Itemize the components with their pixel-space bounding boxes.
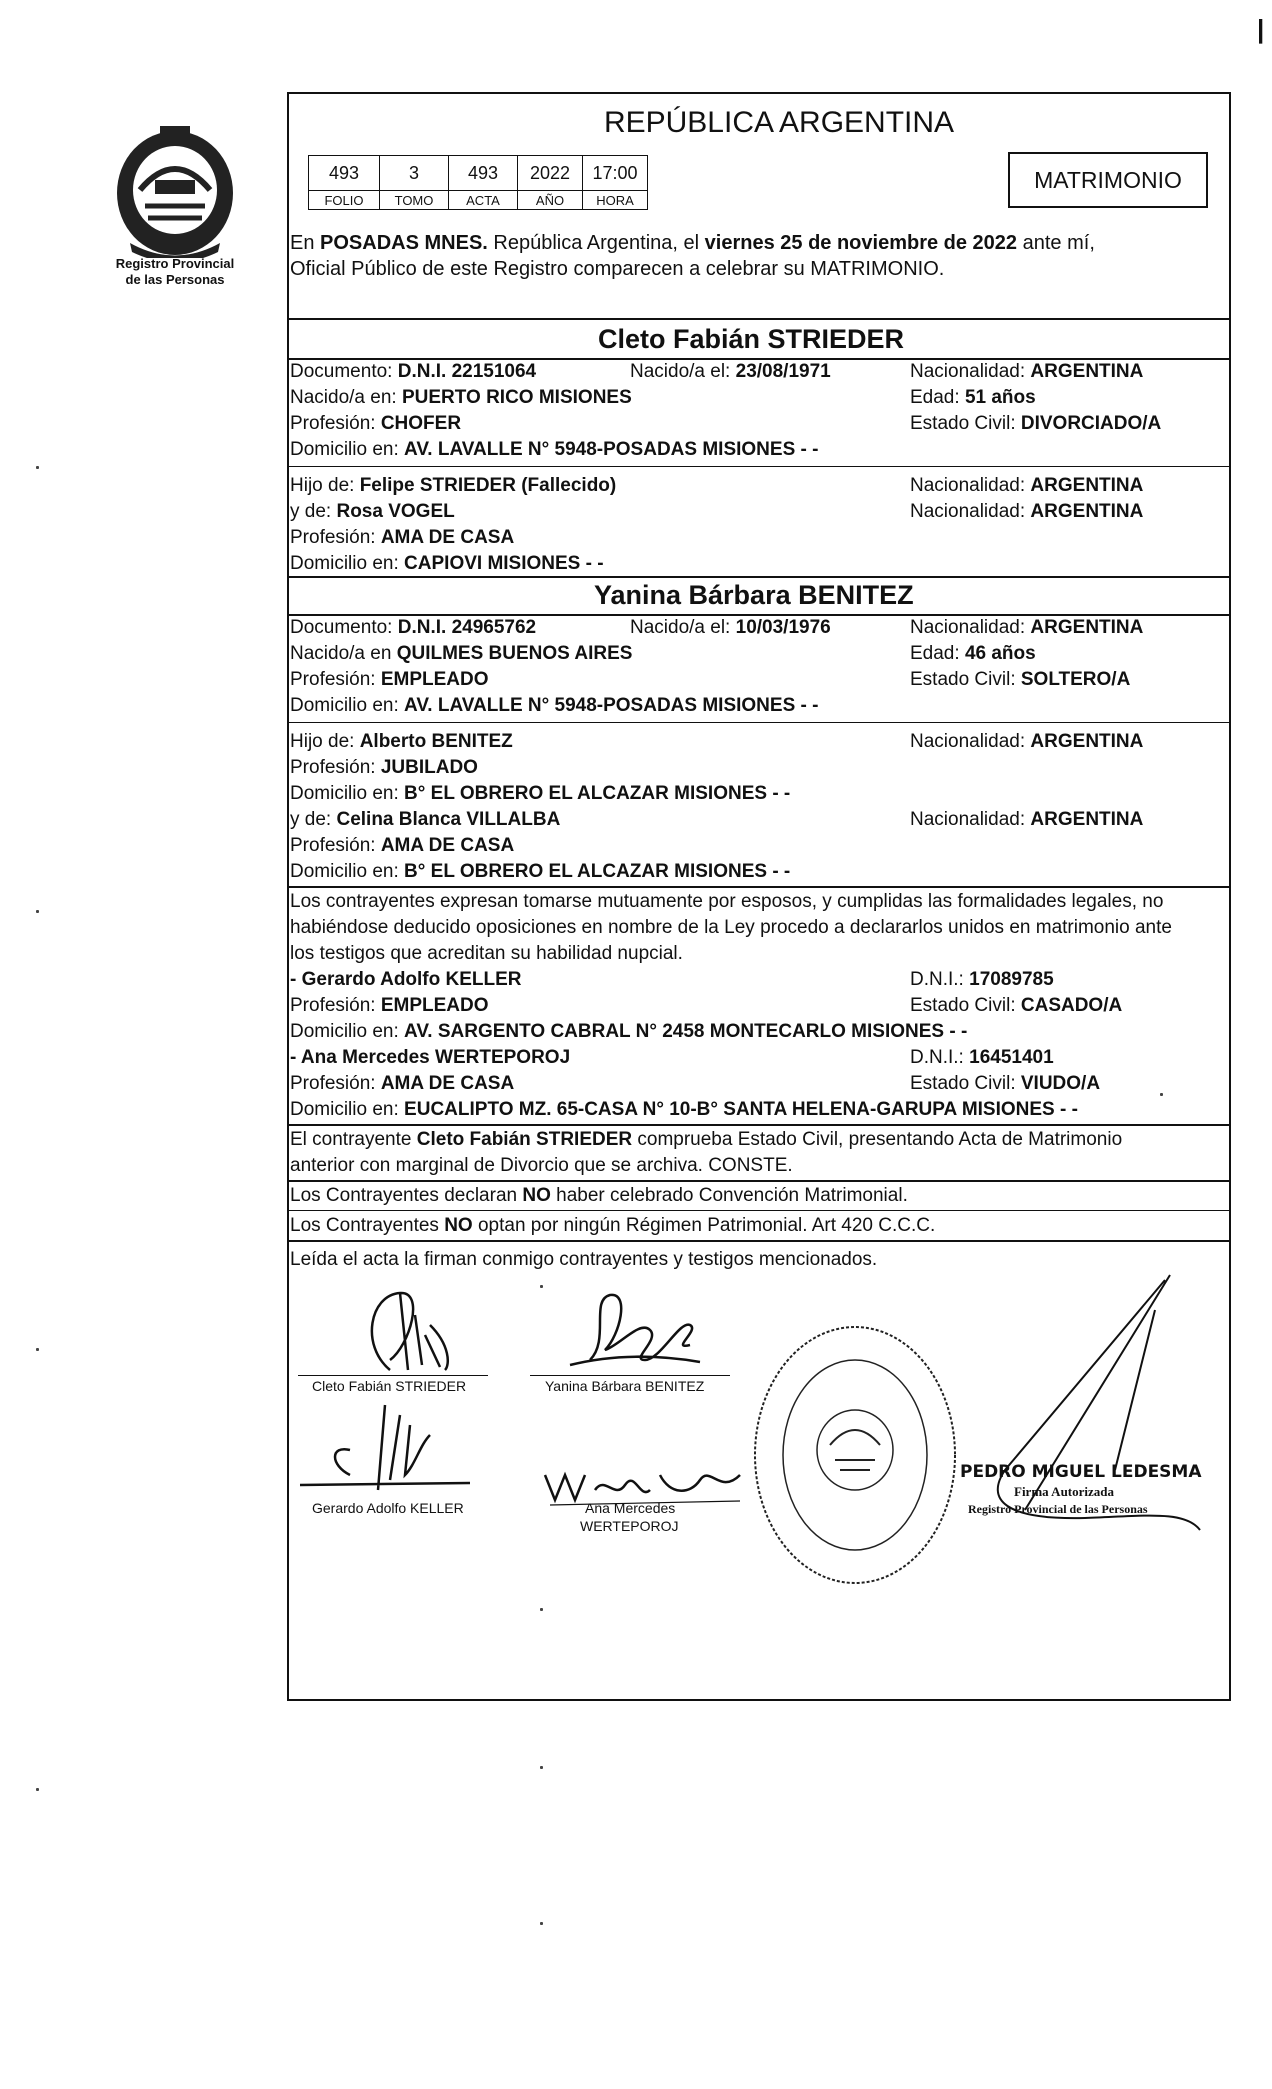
stamp-bottom-text bbox=[700, 1600, 701, 1601]
witness-2-dni: D.N.I.: 16451401 bbox=[910, 1047, 1054, 1068]
divider bbox=[287, 886, 1231, 888]
logo-caption-1: Registro Provincial bbox=[115, 256, 235, 271]
bride-signature bbox=[550, 1290, 720, 1380]
groom-nationality: Nacionalidad: ARGENTINA bbox=[910, 361, 1144, 382]
bride-civil-status: Estado Civil: SOLTERO/A bbox=[910, 669, 1131, 690]
declaration-line-3: los testigos que acreditan su habilidad nupcial. bbox=[290, 943, 683, 964]
divider bbox=[287, 576, 1231, 578]
tomo-value: 3 bbox=[380, 156, 449, 191]
year-label: AÑO bbox=[518, 191, 583, 210]
groom-age: Edad: 51 años bbox=[910, 387, 1036, 408]
registry-table bbox=[308, 155, 648, 210]
groom-name: Cleto Fabián STRIEDER bbox=[598, 324, 905, 354]
declaration-line-2: habiéndose deducido oposiciones en nombre de la Ley procedo a declararlos unidos en matrimonio ante bbox=[290, 917, 1172, 938]
bride-birthplace: Nacido/a en QUILMES BUENOS AIRES bbox=[290, 643, 633, 664]
divider bbox=[287, 1210, 1231, 1211]
groom-signature-label: Cleto Fabián STRIEDER bbox=[312, 1378, 467, 1394]
bride-mother-profession: Profesión: AMA DE CASA bbox=[290, 835, 515, 856]
signature-line bbox=[298, 1375, 488, 1376]
bride-father-nationality: Nacionalidad: ARGENTINA bbox=[910, 731, 1144, 752]
official-role: Firma Autorizada bbox=[1014, 1484, 1115, 1499]
witness-2-address: Domicilio en: EUCALIPTO MZ. 65-CASA N° 10-B° SANTA HELENA-GARUPA MISIONES - - bbox=[290, 1099, 1078, 1120]
bride-father-address: Domicilio en: B° EL OBRERO EL ALCAZAR MISIONES - - bbox=[290, 783, 791, 804]
scan-speck bbox=[36, 466, 39, 469]
groom-parents-address: Domicilio en: CAPIOVI MISIONES - - bbox=[290, 553, 604, 574]
folio-value: 493 bbox=[309, 156, 380, 191]
groom-civil-status: Estado Civil: DIVORCIADO/A bbox=[910, 413, 1162, 434]
bride-address: Domicilio en: AV. LAVALLE N° 5948-POSADAS MISIONES - - bbox=[290, 695, 819, 716]
bride-mother: y de: Celina Blanca VILLALBA bbox=[290, 809, 561, 830]
bride-name: Yanina Bárbara BENITEZ bbox=[594, 580, 914, 610]
stamp-inner-text bbox=[700, 1598, 701, 1599]
corner-mark: | bbox=[1257, 14, 1265, 44]
closing-statement: Leída el acta la firman conmigo contrayentes y testigos mencionados. bbox=[290, 1249, 878, 1270]
registry-logo bbox=[100, 118, 250, 298]
witness-2-profession: Profesión: AMA DE CASA bbox=[290, 1073, 515, 1094]
divider bbox=[287, 722, 1231, 723]
witness-1-address: Domicilio en: AV. SARGENTO CABRAL N° 2458 MONTECARLO MISIONES - - bbox=[290, 1021, 968, 1042]
bride-signature-label: Yanina Bárbara BENITEZ bbox=[545, 1378, 705, 1394]
scan-speck bbox=[36, 910, 39, 913]
witness-1-signature bbox=[290, 1395, 490, 1505]
bride-age: Edad: 46 años bbox=[910, 643, 1036, 664]
bride-nationality: Nacionalidad: ARGENTINA bbox=[910, 617, 1144, 638]
groom-father-nationality: Nacionalidad: ARGENTINA bbox=[910, 475, 1144, 496]
bride-father: Hijo de: Alberto BENITEZ bbox=[290, 731, 513, 752]
groom-profession: Profesión: CHOFER bbox=[290, 413, 462, 434]
divider bbox=[287, 1180, 1231, 1182]
witness-2-civil-status: Estado Civil: VIUDO/A bbox=[910, 1073, 1101, 1094]
official-name: PEDRO MIGUEL LEDESMA bbox=[960, 1462, 1202, 1482]
witness-1-name: - Gerardo Adolfo KELLER bbox=[290, 969, 522, 990]
groom-parents-profession: Profesión: AMA DE CASA bbox=[290, 527, 515, 548]
scan-speck bbox=[36, 1348, 39, 1351]
tomo-label: TOMO bbox=[380, 191, 449, 210]
bride-document: Documento: D.N.I. 24965762 bbox=[290, 617, 537, 638]
divider bbox=[287, 318, 1231, 320]
acta-value: 493 bbox=[449, 156, 518, 191]
witness-2-name: - Ana Mercedes WERTEPOROJ bbox=[290, 1047, 571, 1068]
declaration-line-1: Los contrayentes expresan tomarse mutuamente por esposos, y cumplidas las formalidades legales, no bbox=[290, 891, 1164, 912]
intro-line-2: Oficial Público de este Registro comparecen a celebrar su MATRIMONIO. bbox=[290, 258, 945, 280]
year-value: 2022 bbox=[518, 156, 583, 191]
groom-address: Domicilio en: AV. LAVALLE N° 5948-POSADAS MISIONES - - bbox=[290, 439, 819, 460]
hour-value: 17:00 bbox=[583, 156, 648, 191]
stamp-text bbox=[700, 1596, 701, 1597]
province-seal-icon bbox=[100, 118, 250, 258]
document-type: MATRIMONIO bbox=[1034, 166, 1182, 193]
groom-mother-nationality: Nacionalidad: ARGENTINA bbox=[910, 501, 1144, 522]
witness-1-dni: D.N.I.: 17089785 bbox=[910, 969, 1054, 990]
groom-birthdate: Nacido/a el: 23/08/1971 bbox=[630, 361, 831, 382]
scan-speck bbox=[540, 1608, 543, 1611]
divider bbox=[287, 466, 1231, 467]
logo-caption-2: de las Personas bbox=[125, 272, 225, 287]
witness-1-signature-label: Gerardo Adolfo KELLER bbox=[312, 1500, 464, 1516]
witness-2-signature-label-1: Ana Mercedes bbox=[585, 1500, 676, 1516]
official-office: Registro Provincial de las Personas bbox=[968, 1502, 1148, 1516]
official-stamp bbox=[745, 1320, 965, 1590]
groom-birthplace: Nacido/a en: PUERTO RICO MISIONES bbox=[290, 387, 632, 408]
bride-mother-address: Domicilio en: B° EL OBRERO EL ALCAZAR MISIONES - - bbox=[290, 861, 791, 882]
matrimonial-convention-note: Los Contrayentes declaran NO haber celebrado Convención Matrimonial. bbox=[290, 1185, 908, 1206]
bride-mother-nationality: Nacionalidad: ARGENTINA bbox=[910, 809, 1144, 830]
intro-line-1: En POSADAS MNES. República Argentina, el viernes 25 de noviembre de 2022 ante mí, bbox=[290, 232, 1095, 254]
divider bbox=[287, 1240, 1231, 1242]
hour-label: HORA bbox=[583, 191, 648, 210]
property-regime-note: Los Contrayentes NO optan por ningún Régimen Patrimonial. Art 420 C.C.C. bbox=[290, 1215, 936, 1236]
bride-father-profession: Profesión: JUBILADO bbox=[290, 757, 478, 778]
bride-profession: Profesión: EMPLEADO bbox=[290, 669, 489, 690]
groom-signature bbox=[330, 1285, 500, 1380]
witness-1-civil-status: Estado Civil: CASADO/A bbox=[910, 995, 1123, 1016]
scan-speck bbox=[1160, 1093, 1163, 1096]
scan-speck bbox=[540, 1922, 543, 1925]
scan-speck bbox=[36, 1788, 39, 1791]
acta-label: ACTA bbox=[449, 191, 518, 210]
document-type-box bbox=[1008, 152, 1208, 208]
groom-mother: y de: Rosa VOGEL bbox=[290, 501, 455, 522]
groom-father: Hijo de: Felipe STRIEDER (Fallecido) bbox=[290, 475, 617, 496]
bride-birthdate: Nacido/a el: 10/03/1976 bbox=[630, 617, 831, 638]
scan-speck bbox=[540, 1285, 543, 1288]
groom-document: Documento: D.N.I. 22151064 bbox=[290, 361, 537, 382]
civil-status-proof-line-2: anterior con marginal de Divorcio que se archiva. CONSTE. bbox=[290, 1155, 793, 1176]
signature-line bbox=[530, 1375, 730, 1376]
witness-2-signature-label-2: WERTEPOROJ bbox=[580, 1518, 679, 1534]
divider bbox=[287, 1124, 1231, 1126]
page-title: REPÚBLICA ARGENTINA bbox=[603, 106, 955, 139]
civil-status-proof-line-1: El contrayente Cleto Fabián STRIEDER comprueba Estado Civil, presentando Acta de Matrimonio bbox=[290, 1129, 1123, 1150]
folio-label: FOLIO bbox=[309, 191, 380, 210]
scan-speck bbox=[540, 1766, 543, 1769]
witness-1-profession: Profesión: EMPLEADO bbox=[290, 995, 489, 1016]
